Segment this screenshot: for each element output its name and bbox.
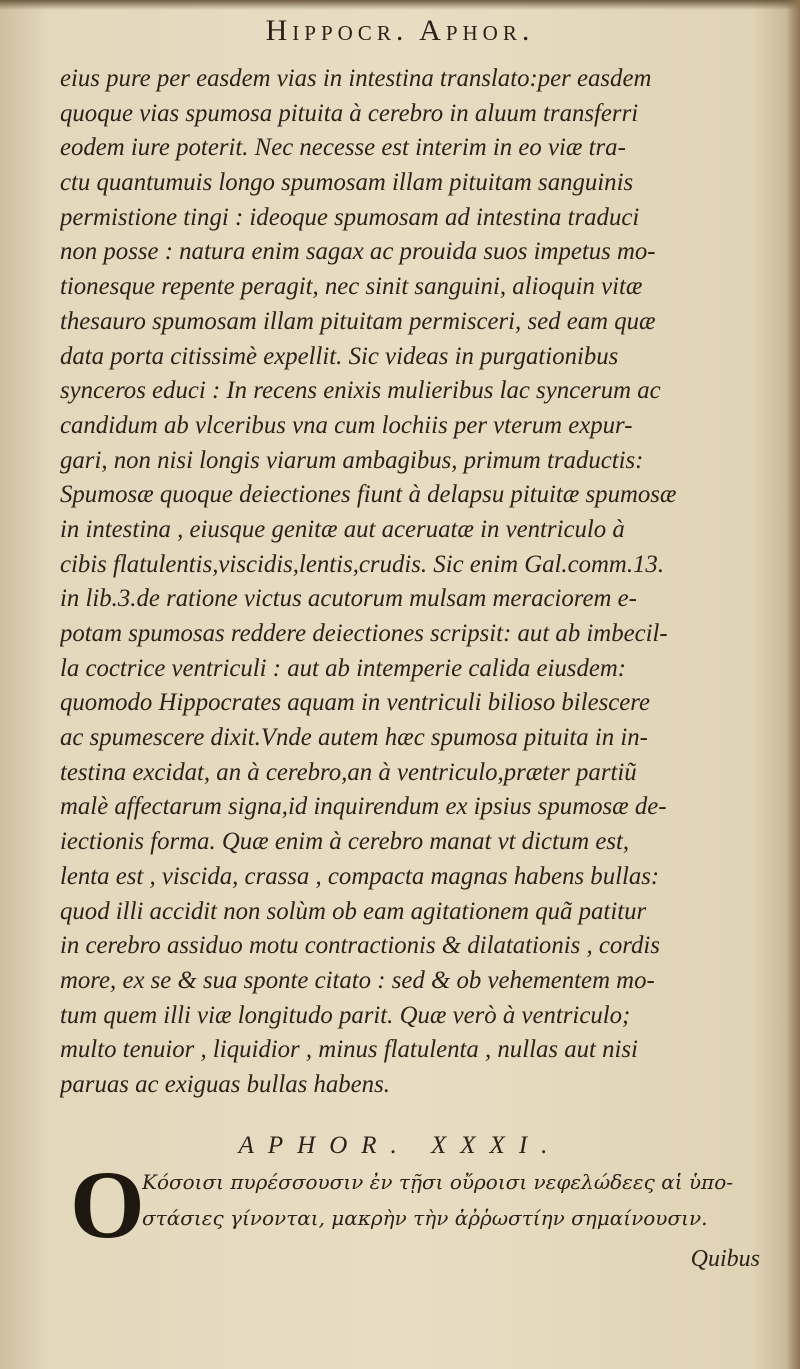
text-line: thesauro spumosam illam pituitam permisceri, sed eam quæ	[60, 307, 656, 335]
text-line: tionesque repente peragit, nec sinit sanguini, alioquin vitæ	[60, 273, 643, 301]
text-line: more, ex se & sua sponte citato : sed & ob vehementem mo-	[60, 966, 655, 994]
text-line: cibis flatulentis,viscidis,lentis,crudis. Sic enim Gal.comm.13.	[60, 550, 665, 578]
greek-text-line: στάσιες γίνονται, μακρὴν τὴν ἀῤῥωστίην σημαίνουσιν.	[142, 1206, 708, 1230]
greek-text-line: Κόσοισι πυρέσσουσιν ἐν τῇσι οὔροισι νεφελώδεες αἱ ὑπο-	[142, 1170, 733, 1194]
text-line: in lib.3.de ratione victus acutorum mulsam meraciorem e-	[60, 585, 637, 613]
text-line: iectionis forma. Quæ enim à cerebro manat vt dictum est,	[60, 828, 630, 856]
text-line: paruas ac exiguas bullas habens.	[60, 1070, 390, 1098]
body-text	[60, 62, 775, 1103]
aphorism-heading: APHOR. XXXI.	[238, 1132, 562, 1159]
text-line: gari, non nisi longis viarum ambagibus, primum traductis:	[60, 446, 644, 474]
drop-cap: O	[70, 1151, 145, 1258]
text-line: la coctrice ventriculi : aut ab intemperie calida eiusdem:	[60, 654, 627, 682]
catchword: Quibus	[690, 1246, 760, 1272]
text-line: multo tenuior , liquidior , minus flatulenta , nullas aut nisi	[60, 1036, 638, 1064]
text-line: quod illi accidit non solùm ob eam agitationem quã patitur	[60, 897, 647, 925]
text-line: lenta est , viscida, crassa , compacta magnas habens bullas:	[60, 862, 660, 890]
page-spine-shadow	[786, 0, 800, 1369]
text-line: malè affectarum signa,id inquirendum ex ipsius spumosæ de-	[60, 793, 667, 821]
page-top-edge	[0, 0, 800, 10]
text-line: ac spumescere dixit.Vnde autem hæc spumosa pituita in in-	[60, 724, 648, 752]
text-line: ctu quantumuis longo spumosam illam pituitam sanguinis	[60, 169, 634, 197]
text-line: testina excidat, an à cerebro,an à ventriculo,præter partiũ	[60, 758, 637, 786]
text-line: candidum ab vlceribus vna cum lochiis per vterum expur-	[60, 411, 633, 439]
text-line: in intestina , eiusque genitæ aut aceruatæ in ventriculo à	[60, 515, 625, 543]
text-line: potam spumosas reddere deiectiones scripsit: aut ab imbecil-	[60, 620, 668, 647]
text-line: quoque vias spumosa pituita à cerebro in aluum transferri	[60, 99, 639, 127]
text-line: Spumosæ quoque deiectiones fiunt à delapsu pituitæ spumosæ	[60, 481, 677, 509]
text-line: non posse : natura enim sagax ac prouida suos impetus mo-	[60, 238, 656, 266]
text-line: permistione tingi : ideoque spumosam ad intestina traduci	[60, 203, 640, 231]
text-line: tum quem illi viæ longitudo parit. Quæ verò à ventriculo;	[60, 1001, 631, 1029]
text-line: synceros educi : In recens enixis mulieribus lac syncerum ac	[60, 377, 661, 405]
text-line: in cerebro assiduo motu contractionis & dilatationis , cordis	[60, 932, 660, 960]
text-line: eius pure per easdem vias in intestina translato:per easdem	[60, 65, 652, 92]
text-line: data porta citissimè expellit. Sic videas in purgationibus	[60, 342, 619, 370]
running-head: Hippocr. Aphor.	[265, 14, 535, 47]
text-line: quomodo Hippocrates aquam in ventriculi bilioso bilescere	[60, 689, 650, 717]
text-line: eodem iure poterit. Nec necesse est interim in eo viæ tra-	[60, 134, 626, 162]
